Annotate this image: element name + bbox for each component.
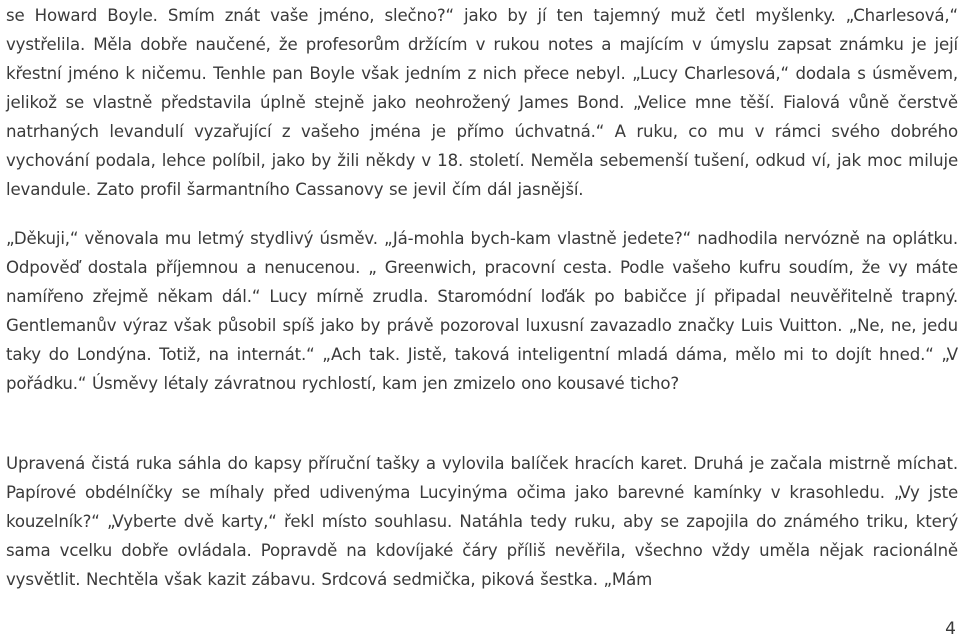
- page-number: 4: [945, 619, 956, 639]
- paragraph-2: „Děkuji,“ věnovala mu letmý stydlivý úsměv. „Já-mohla bych-kam vlastně jedete?“ nadhodila nervózně na oplátku. Odpověď dostala příjemnou a nenucenou. „ Greenwich, pracovní cesta. Podle vašeho kufru soudím, že vy máte namířeno zřejmě někam dál.“ Lucy mírně zrudla. Staromódní loďák po babičce jí připadal neuvěřitelně trapný. Gentlemanův výraz však působil spíš jako by právě pozoroval luxusní zavazadlo značky Luis Vuitton. „Ne, ne, jedu taky do Londýna. Totiž, na internát.“ „Ach tak. Jistě, taková inteligentní mladá dáma, mělo mi to dojít hned.“ „V pořádku.“ Úsměvy létaly závratnou rychlostí, kam jen zmizelo ono kousavé ticho?: [6, 229, 958, 393]
- paragraph-1: se Howard Boyle. Smím znát vaše jméno, slečno?“ jako by jí ten tajemný muž četl myšlenky. „Charlesová,“ vystřelila. Měla dobře naučené, že profesorům držícím v rukou notes a majícím v úmyslu zapsat známku je její křestní jméno k ničemu. Tenhle pan Boyle však jedním z nich přece nebyl. „Lucy Charlesová,“ dodala s úsměvem, jelikož se vlastně představila úplně stejně jako neohrožený James Bond. „Velice mne těší. Fialová vůně čerstvě natrhaných levandulí vyzařující z vašeho jména je přímo úchvatná.“ A ruku, co mu v rámci svého dobrého vychování podala, lehce políbil, jako by žili někdy v 18. století. Neměla sebemenší tušení, odkud ví, jak moc miluje levandule. Zato profil šarmantního Cassanovy se jevil čím dál jasnější.: [6, 6, 958, 199]
- paragraph-3: Upravená čistá ruka sáhla do kapsy příruční tašky a vylovila balíček hracích karet. Druhá je začala mistrně míchat. Papírové obdélníčky se míhaly před udivenýma Lucyinýma očima jako barevné kamínky v krasohledu. „Vy jste kouzelník?“ „Vyberte dvě karty,“ řekl místo souhlasu. Natáhla tedy ruku, aby se zapojila do známého triku, který sama vcelku dobře ovládala. Popravdě na kdovíjaké čáry příliš nevěřila, všechno vždy uměla nějak racionálně vysvětlit. Nechtěla však kazit zábavu. Srdcová sedmička, piková šestka. „Mám: [6, 454, 958, 589]
